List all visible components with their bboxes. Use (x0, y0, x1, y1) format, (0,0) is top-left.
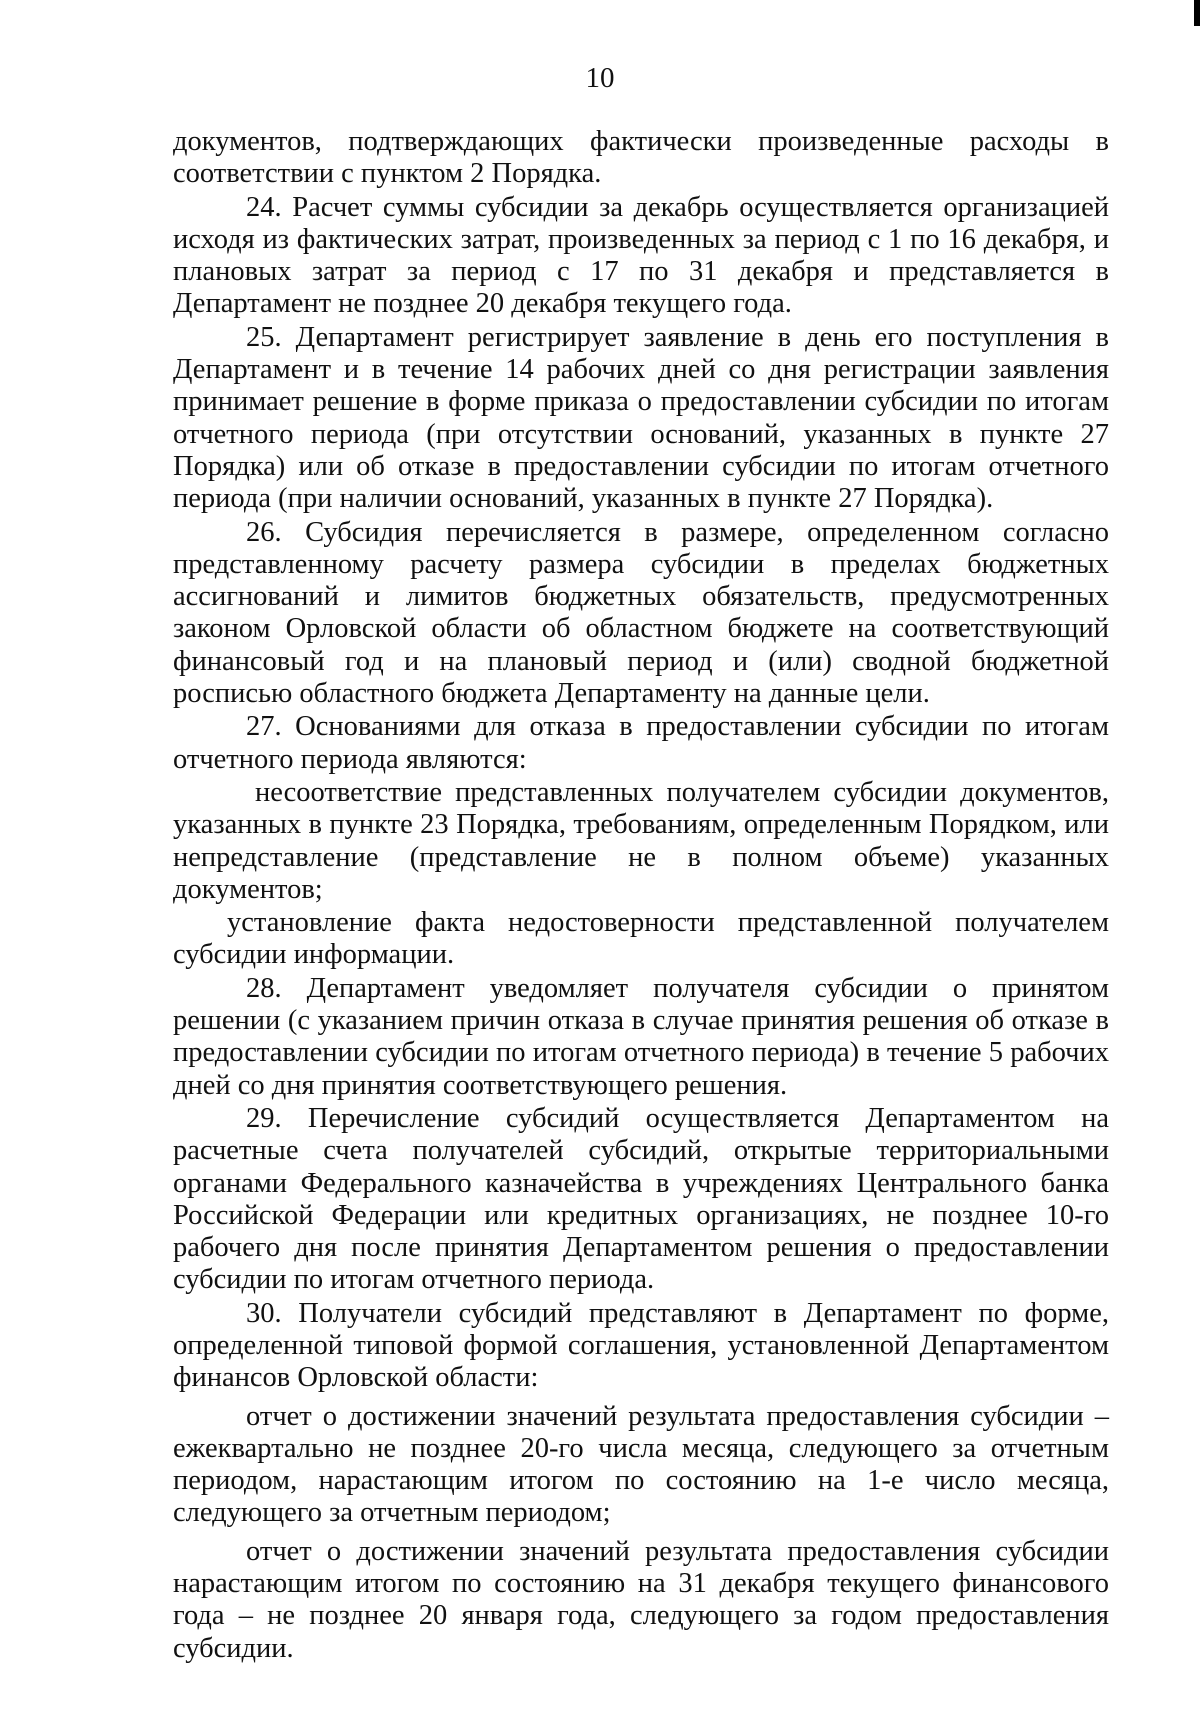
scan-edge-mark (1194, 0, 1200, 26)
paragraph-item-28: 28. Департамент уведомляет получателя субсидии о принятом решении (с указанием причин отказа в случае принятия решения об отказе в предоставлении субсидии по итогам отчетного периода) в течение 5 рабочих дней со дня принятия соответствующего решения. (173, 972, 1109, 1101)
paragraph-item-25: 25. Департамент регистрирует заявление в день его поступления в Департамент и в течение 14 рабочих дней со дня регистрации заявления принимает решение в форме приказа о предоставлении субсидии по итогам отчетного периода (при отсутствии оснований, указанных в пункте 27 Порядка) или об отказе в предоставлении субсидии по итогам отчетного периода (при наличии оснований, указанных в пункте 27 Порядка). (173, 321, 1109, 515)
paragraph-item-27: 27. Основаниями для отказа в предоставлении субсидии по итогам отчетного периода являются: (173, 711, 1109, 775)
page-number: 10 (585, 62, 615, 94)
paragraph-refusal-ground-2: установление факта недостоверности представленной получателем субсидии информации. (173, 907, 1109, 971)
paragraph-refusal-ground-1: несоответствие представленных получателем субсидии документов, указанных в пункте 23 Порядка, требованиям, определенным Порядком, или непредставление (представление не в полном объеме) указанных документов; (173, 776, 1109, 905)
paragraph-continuation: документов, подтверждающих фактически произведенные расходы в соответствии с пунктом 2 Порядка. (173, 126, 1109, 190)
paragraph-item-29: 29. Перечисление субсидий осуществляется Департаментом на расчетные счета получателей субсидий, открытые территориальными органами Федерального казначейства в учреждениях Центрального банка Российской Федерации или кредитных организациях, не позднее 10-го рабочего дня после принятия Департаментом решения о предоставлении субсидии по итогам отчетного периода. (173, 1102, 1109, 1296)
paragraph-report-quarterly: отчет о достижении значений результата предоставления субсидии – ежеквартально не позднее 20-го числа месяца, следующего за отчетным периодом, нарастающим итогом по состоянию на 1-е число месяца, следующего за отчетным периодом; (173, 1400, 1109, 1529)
paragraph-item-26: 26. Субсидия перечисляется в размере, определенном согласно представленному расчету размера субсидии в пределах бюджетных ассигнований и лимитов бюджетных обязательств, предусмотренных законом Орловской области об областном бюджете на соответствующий финансовый год и на плановый период и (или) сводной бюджетной росписью областного бюджета Департаменту на данные цели. (173, 516, 1109, 710)
paragraph-item-30: 30. Получатели субсидий представляют в Департамент по форме, определенной типовой формой соглашения, установленной Департаментом финансов Орловской области: (173, 1297, 1109, 1394)
document-body (173, 126, 1109, 1666)
paragraph-report-annual: отчет о достижении значений результата предоставления субсидии нарастающим итогом по состоянию на 31 декабря текущего финансового года – не позднее 20 января года, следующего за годом предоставления субсидии. (173, 1535, 1109, 1664)
paragraph-item-24: 24. Расчет суммы субсидии за декабрь осуществляется организацией исходя из фактических затрат, произведенных за период с 1 по 16 декабря, и плановых затрат за период с 17 по 31 декабря и представляется в Департамент не позднее 20 декабря текущего года. (173, 191, 1109, 320)
